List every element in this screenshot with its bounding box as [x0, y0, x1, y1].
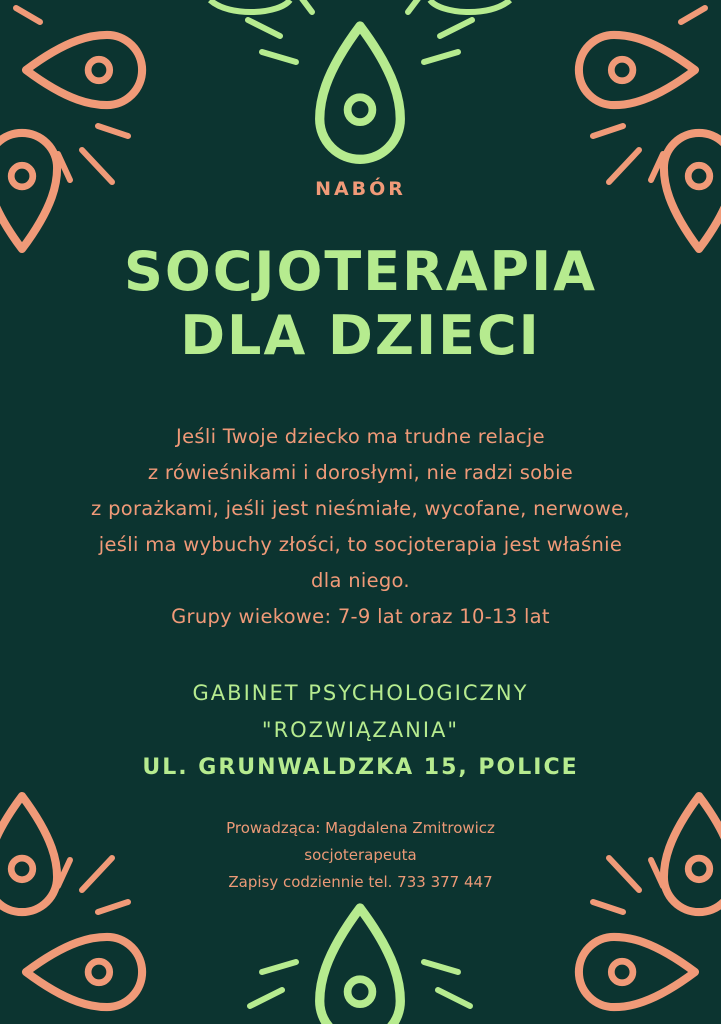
venue-name-line-2: "ROZWIĄZANIA" — [261, 718, 460, 742]
description-line: z rówieśnikami i dorosłymi, nie radzi sobie — [147, 461, 574, 484]
description-line: dla niego. — [311, 569, 410, 592]
contact-info — [0, 815, 721, 896]
description — [10, 419, 711, 635]
description-line: jeśli ma wybuchy złości, to socjoterapia jest właśnie — [98, 533, 623, 556]
therapist-role: socjoterapeuta — [304, 846, 417, 864]
venue-address: UL. GRUNWALDZKA 15, POLICE — [142, 755, 579, 780]
venue — [0, 675, 721, 786]
description-line: z porażkami, jeśli jest nieśmiałe, wycofane, nerwowe, — [91, 497, 630, 520]
age-groups: Grupy wiekowe: 7-9 lat oraz 10-13 lat — [171, 605, 550, 628]
description-line: Jeśli Twoje dziecko ma trudne relacje — [176, 425, 545, 448]
recruitment-label: NABÓR — [315, 178, 406, 200]
venue-name-line-1: GABINET PSYCHOLOGICZNY — [192, 681, 529, 705]
poster-title — [0, 240, 721, 368]
therapist-name: Prowadząca: Magdalena Zmitrowicz — [226, 819, 495, 837]
title-line-2: DLA DZIECI — [180, 304, 541, 367]
phone-info: Zapisy codziennie tel. 733 377 447 — [228, 873, 493, 891]
title-line-1: SOCJOTERAPIA — [124, 240, 597, 303]
